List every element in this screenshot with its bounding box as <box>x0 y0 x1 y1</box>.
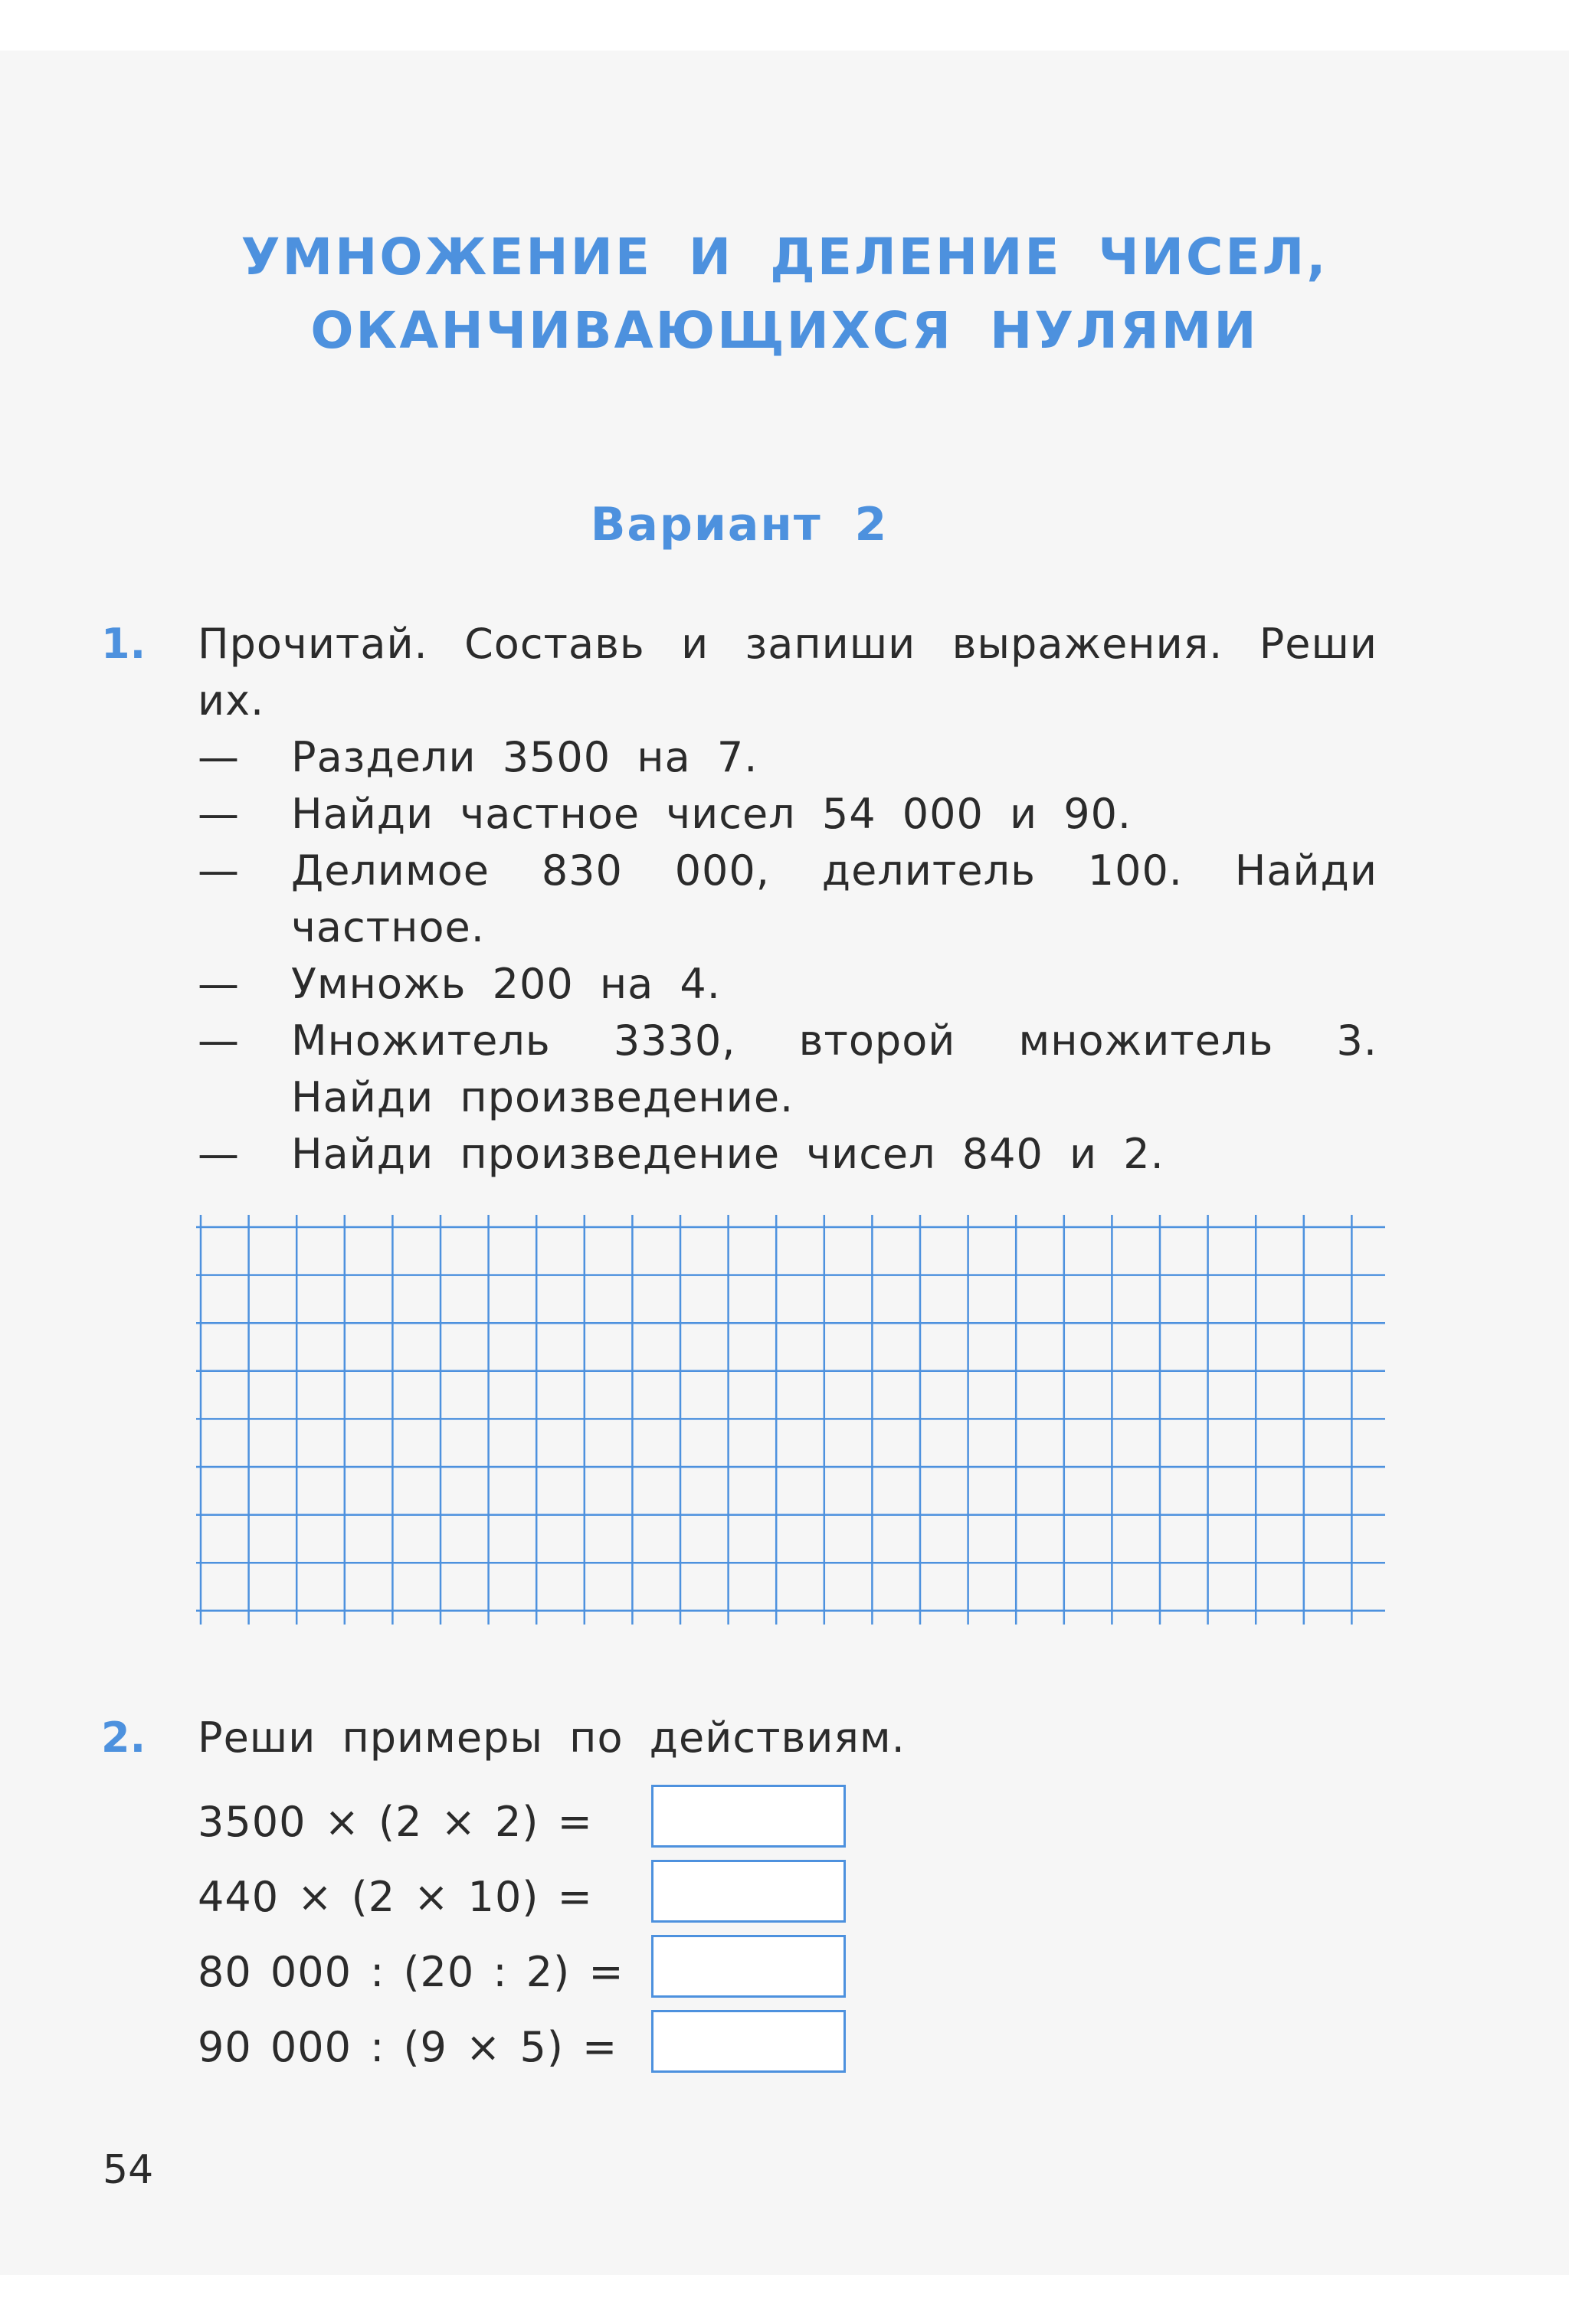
expression-4: 90 000 : (9 × 5) = <box>198 2023 618 2071</box>
page-title <box>0 221 1569 368</box>
task-1-item-3: Делимое 830 000, делитель 100. Найди частное. <box>291 846 1377 951</box>
workbook-page <box>0 51 1569 2275</box>
expression-1: 3500 × (2 × 2) = <box>198 1798 593 1846</box>
bullet-dash: — <box>198 846 239 895</box>
bullet-dash: — <box>198 1130 239 1178</box>
page-number: 54 <box>103 2147 154 2193</box>
answer-box-3[interactable] <box>651 1935 846 1998</box>
task-1-number: 1. <box>101 620 146 668</box>
bullet-dash: — <box>198 960 239 1008</box>
title-line-1: УМНОЖЕНИЕ И ДЕЛЕНИЕ ЧИСЕЛ, <box>241 227 1328 286</box>
task-1-item-6: Найди произведение чисел 840 и 2. <box>291 1130 1164 1178</box>
task-2-number: 2. <box>101 1714 146 1762</box>
expression-2: 440 × (2 × 10) = <box>198 1873 593 1921</box>
answer-box-4[interactable] <box>651 2010 846 2073</box>
bullet-dash: — <box>198 733 239 781</box>
task-1-item-1: Раздели 3500 на 7. <box>291 733 758 781</box>
answer-box-2[interactable] <box>651 1860 846 1923</box>
task-1-item-5: Множитель 3330, второй множитель 3. Найди произведение. <box>291 1016 1377 1121</box>
task-2-instruction: Реши примеры по действиям. <box>198 1714 906 1762</box>
title-line-2: ОКАНЧИВАЮЩИХСЯ НУЛЯМИ <box>310 301 1259 360</box>
bullet-dash: — <box>198 790 239 838</box>
task-1-item-4: Умножь 200 на 4. <box>291 960 721 1008</box>
task-1-instruction: Прочитай. Составь и запиши выражения. Реши их. <box>198 620 1377 725</box>
answer-grid[interactable] <box>196 1215 1385 1638</box>
answer-box-1[interactable] <box>651 1785 846 1848</box>
grid-lines <box>196 1215 1385 1625</box>
task-1-item-2: Найди частное чисел 54 000 и 90. <box>291 790 1132 838</box>
expression-3: 80 000 : (20 : 2) = <box>198 1948 624 1996</box>
bullet-dash: — <box>198 1016 239 1065</box>
variant-heading: Вариант 2 <box>590 498 889 552</box>
